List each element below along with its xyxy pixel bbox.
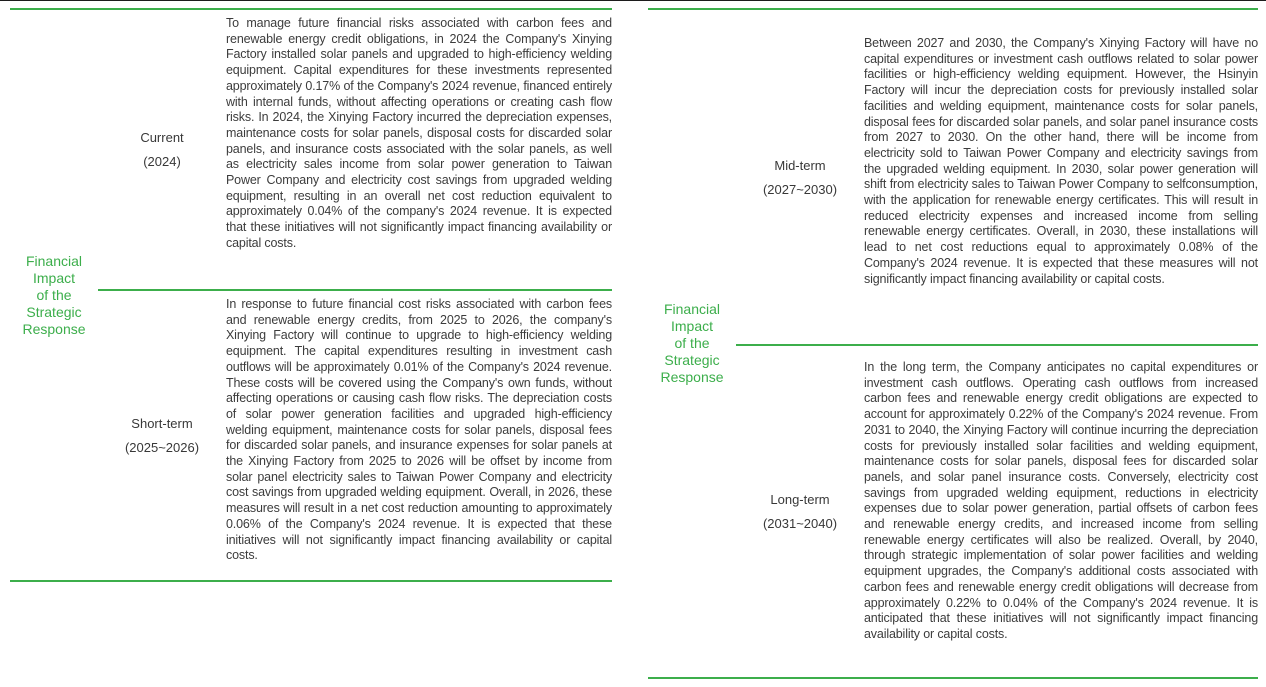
rows-column xyxy=(736,10,1258,677)
period-label: Current xyxy=(140,130,184,145)
period-cell-long-term xyxy=(736,346,864,677)
period-cell-mid-term xyxy=(736,10,864,344)
row-header-line: Financial xyxy=(663,301,721,317)
row-header-line: Response xyxy=(660,369,724,385)
row-text-short-term: In response to future financial cost risks associated with carbon fees and renewable energy credits, from 2025 to 2026, the company's Xinying Factory will continue to upgrade to high-efficiency welding equipment. The capital expenditures resulting in investment cash outflows will be approximately 0.01% of the Company's 2024 revenue. These costs will be covered using the Company's own funds, without affecting operations or causing cash flow risks. The depreciation costs of solar power generation facilities and upgraded high-efficiency welding equipment, maintenance costs for solar panels, disposal fees for discarded solar panels, and insurance expenses for solar panels at the Xinying Factory from 2025 to 2026 will be offset by income from solar panel electricity sales to Taiwan Power Company and electricity cost savings from upgraded welding equipment. Overall, in 2026, these measures will result in a net cost reduction amounting to approximately 0.06% of the Company's 2024 revenue. It is expected that these initiatives will not significantly impact financing availability or capital costs. xyxy=(226,297,612,563)
row-text-mid-term: Between 2027 and 2030, the Company's Xinying Factory will have no capital expenditures or investment cash outflows related to solar power facilities or high-efficiency welding equipment. However, the Hsinyin Factory will incur the depreciation costs for previously installed solar facilities and welding equipment, maintenance costs for solar panels, disposal fees for discarded solar panels, and solar panel insurance costs from 2027 to 2030. On the other hand, there will be income from electricity sold to Taiwan Power Company and electricity savings from the upgraded welding equipment. In 2030, solar power generation will shift from electricity sales to Taiwan Power Company to selfconsumption, with the application for renewable energy certificates. This will result in reduced electricity expenses and increased income from selling renewable energy certificates. Overall, in 2030, these installations will lead to net cost reductions equal to approximately 0.08% of the Company's 2024 revenue. It is expected that these measures will not significantly impact financing availability or capital costs. xyxy=(864,36,1258,286)
row-header-financial-impact xyxy=(10,10,98,580)
row-header-financial-impact xyxy=(648,10,736,677)
table-row-current xyxy=(98,10,612,289)
period-range: (2027~2030) xyxy=(762,181,838,197)
rows-column xyxy=(98,10,612,580)
financial-impact-table-current-short xyxy=(10,8,612,582)
period-label: Short-term xyxy=(131,416,193,431)
row-header-line: Financial xyxy=(25,252,83,269)
table-row-long-term xyxy=(736,346,1258,677)
period-cell-short-term xyxy=(98,291,226,580)
period-label: Long-term xyxy=(770,492,830,507)
row-header-line: Impact xyxy=(670,318,713,334)
financial-impact-table-mid-long xyxy=(648,8,1258,679)
period-cell-current xyxy=(98,10,226,289)
row-header-line: of the xyxy=(36,286,72,303)
row-header-line: Response xyxy=(22,320,86,337)
page-top-border xyxy=(0,0,1266,1)
row-text-long-term: In the long term, the Company anticipates no capital expenditures or investment cash outflows. Operating cash outflows from increased carbon fees and renewable energy credit obligations are expected to account for approximately 0.22% of the Company's 2024 revenue. From 2031 to 2040, the Xinying Factory will continue incurring the depreciation costs for previously installed solar facilities and welding equipment, maintenance costs for solar panels, disposal fees for discarded solar panels, and solar panel insurance costs. Conversely, electricity cost savings from upgraded welding equipment, reductions in electricity expenses due to solar power generation, partial offsets of carbon fees and renewable energy credits, and increased income from selling renewable energy certificates will also be realized. Overall, by 2040, through strategic implementation of solar power facilities and welding equipment upgrades, the Company's additional costs associated with carbon fees and renewable energy credit obligations will decrease from approximately 0.22% to 0.04% of the Company's 2024 revenue. It is anticipated that these initiatives will not significantly impact financing availability or capital costs. xyxy=(864,360,1258,641)
row-header-line: Strategic xyxy=(664,352,720,368)
row-header-line: of the xyxy=(674,335,710,351)
period-range: (2031~2040) xyxy=(762,516,838,531)
row-header-line: Impact xyxy=(32,269,75,286)
row-header-line: Strategic xyxy=(26,303,82,320)
period-range: (2024) xyxy=(143,154,181,169)
table-row-mid-term xyxy=(736,10,1258,344)
row-text-current: To manage future financial risks associated with carbon fees and renewable energy credit obligations, in 2024 the Company's Xinying Factory installed solar panels and upgraded to high-efficiency welding equipment. Capital expenditures for these investments represented approximately 0.17% of the Company's 2024 revenue, financed entirely with internal funds, without affecting operations or creating cash flow risks. In 2024, the Xinying Factory incurred the depreciation expenses, maintenance costs for solar panels, disposal costs for discarded solar panels, and insurance costs associated with the solar panels, as well as electricity sales income from solar power generation to Taiwan Power Company and electricity cost savings from upgraded welding equipment, resulting in an overall net cost reduction equivalent to approximately 0.04% of the company's 2024 revenue. It is expected that these initiatives will not significantly impact financing availability or capital costs. xyxy=(226,16,612,250)
table-row-short-term xyxy=(98,291,612,580)
period-range: (2025~2026) xyxy=(124,440,200,455)
period-label: Mid-term xyxy=(774,157,826,173)
